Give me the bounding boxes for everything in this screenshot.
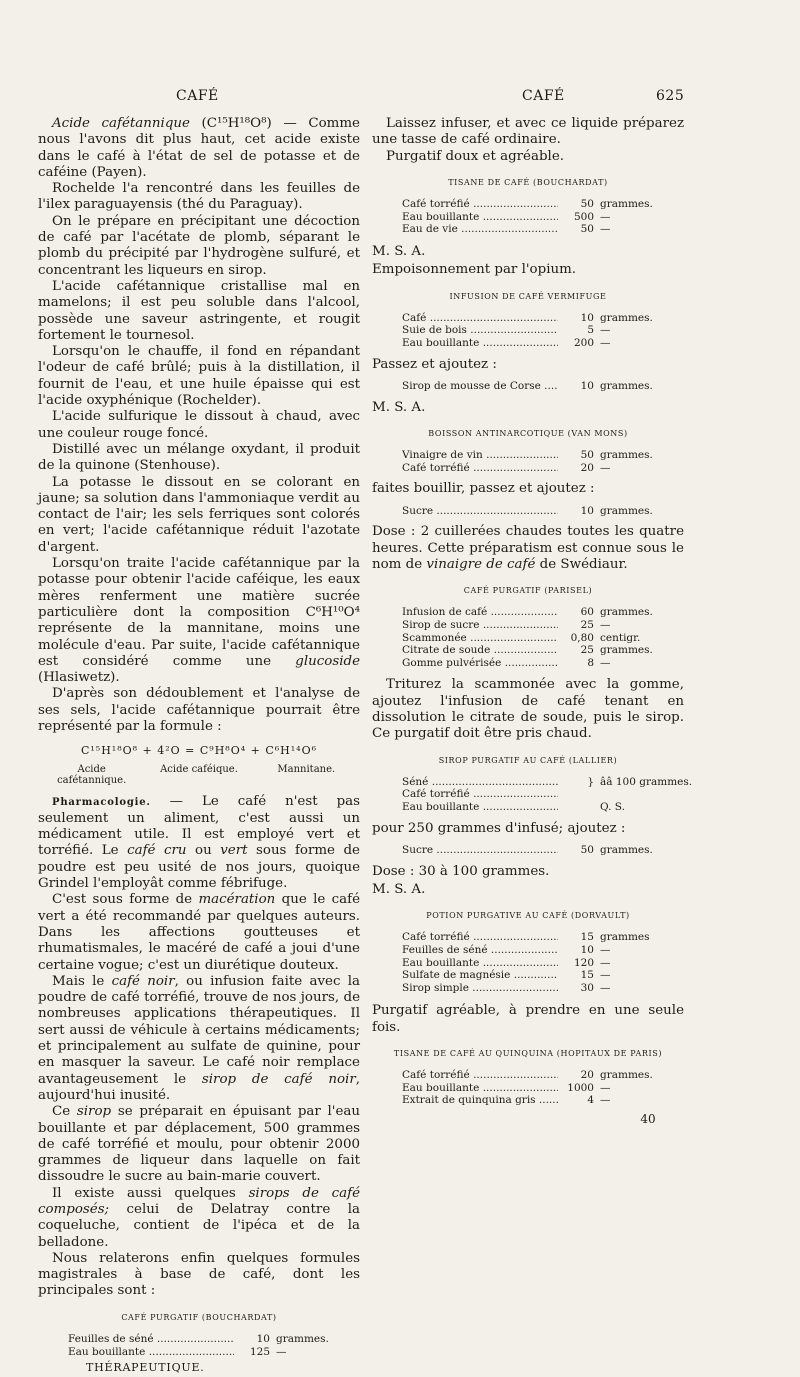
unit: — xyxy=(600,223,611,236)
emphasis: sirop de café noir xyxy=(201,1071,356,1087)
recipe-title: TISANE DE CAFÉ (BOUCHARDAT) xyxy=(448,177,608,187)
ingredient: Eau bouillante ..... xyxy=(68,1346,234,1359)
recipe-title: CAFÉ PURGATIF (PARISEL) xyxy=(463,586,593,596)
paragraph: Triturez la scammonée avec la gomme, ajoutez l'infusion de café tenant en dissolution le citrate de soude, puis le sirop. Ce purgatif doit être pris chaud. xyxy=(372,677,684,742)
text: celui de Delatray contre la coqueluche, contient de l'ipéca et de la belladone. xyxy=(38,1202,360,1250)
ingredient: Café torréfié ..... xyxy=(402,198,558,211)
ingredient: Eau bouillante ..... xyxy=(402,1082,558,1095)
catchword: THÉRAPEUTIQUE. xyxy=(86,1361,205,1375)
quantity: 4 xyxy=(587,1094,594,1107)
text: — Comme nous l'avons dit plus haut, cet acide existe dans le café à l'état de sel de potasse et de caféine (Payen). xyxy=(38,116,360,180)
quantity: 500 xyxy=(573,210,594,223)
equation-label: Acide caféique. xyxy=(160,763,238,775)
unit: grammes. xyxy=(600,449,653,462)
paragraph: Purgatif doux et agréable. xyxy=(386,148,564,164)
recipe-title: SIROP PURGATIF AU CAFÉ (LALLIER) xyxy=(438,755,618,765)
recipe-table xyxy=(402,1069,684,1107)
recipe-row xyxy=(402,657,684,670)
paragraph: L'acide cafétannique cristallise mal en mamelons; il est peu soluble dans l'alcool, possède une saveur astringente, et rougit fortement le tournesol. xyxy=(38,278,360,343)
recipe-table xyxy=(402,505,684,518)
chemical-formula: (C¹⁵H¹⁸O⁸) xyxy=(201,116,272,131)
unit: grammes. xyxy=(600,311,653,324)
unit: Q. S. xyxy=(600,801,625,814)
unit: grammes. xyxy=(600,379,653,392)
signature-mark: 40 xyxy=(640,1112,656,1127)
unit xyxy=(594,788,684,801)
paragraph xyxy=(372,524,684,573)
recipe-row xyxy=(402,449,684,462)
unit: grammes. xyxy=(600,843,653,856)
text: sous forme de poudre est peu usité de nos jours, quoique Grindel l'employât comme fébrifuge. xyxy=(38,843,360,892)
recipe-row xyxy=(402,1082,684,1095)
indication: Empoisonnement par l'opium. xyxy=(372,262,577,278)
indication: Purgatif agréable, à prendre en une seule fois. xyxy=(372,1003,684,1035)
paragraph xyxy=(38,974,360,1104)
ingredient: Scammonée ..... xyxy=(402,632,558,645)
unit: — xyxy=(600,337,611,350)
unit: — xyxy=(600,618,611,631)
emphasis: sirops de café composés; xyxy=(38,1185,360,1217)
ingredient: Sirop de sucre ..... xyxy=(402,619,558,632)
emphasis: café cru xyxy=(127,843,187,859)
page-number: 625 xyxy=(656,88,685,104)
paragraph: Lorsqu'on le chauffe, il fond en répandant l'odeur de café brûlé; puis à la distillation, il fournit de l'eau, et une huile épaisse qui est l'acide oxyphénique (Rochelder). xyxy=(38,344,360,409)
text: Lorsqu'on traite l'acide cafétannique par la potasse pour obtenir l'acide caféique, les eaux mères renferment une matière sucrée particulière dont la composition C⁶H¹⁰O⁴ représente de la mannitane, moins une molécule d'eau. Par suite, l'acide cafétannique est considéré comme une xyxy=(38,556,360,669)
recipe-table xyxy=(402,775,693,814)
brace: } xyxy=(587,775,594,788)
ingredient: Café torréfié ..... xyxy=(402,1069,558,1082)
text: — Le café n'est pas seulement un aliment, c'est aussi un médicament utile. Il est employé vert et torréfié. Le xyxy=(38,793,360,859)
emphasis: café noir xyxy=(111,973,175,989)
ingredient: Café torréfié ..... xyxy=(402,788,558,801)
ingredient: Sucre ..... xyxy=(402,844,558,857)
quantity: 25 xyxy=(580,644,594,657)
instruction: pour 250 grammes d'infusé; ajoutez : xyxy=(372,820,626,836)
emphasis: vinaigre de café xyxy=(426,556,536,572)
quantity: 10 xyxy=(580,504,594,517)
ingredient: Vinaigre de vin ..... xyxy=(402,449,558,462)
unit: — xyxy=(600,944,611,956)
quantity: 50 xyxy=(580,449,594,462)
recipe-title: TISANE DE CAFÉ AU QUINQUINA (HOPITAUX DE PARIS) xyxy=(393,1048,663,1058)
ingredient: Eau de vie ..... xyxy=(402,223,558,236)
unit: ââ 100 grammes. xyxy=(600,775,693,788)
recipe-row xyxy=(402,957,684,970)
recipe-title: INFUSION DE CAFÉ VERMIFUGE xyxy=(449,291,607,301)
equation-label: Acide cafétannique. xyxy=(57,763,127,786)
recipe-row xyxy=(402,931,684,944)
ms-a: M. S. A. xyxy=(372,399,426,415)
quantity: 8 xyxy=(587,656,594,669)
unit: centigr. xyxy=(600,631,641,644)
emphasis: glucoside xyxy=(295,653,360,669)
unit: — xyxy=(600,461,611,474)
running-header-left: CAFÉ xyxy=(176,88,219,104)
ingredient: Café torréfié ..... xyxy=(402,462,558,475)
text: Mais le xyxy=(52,973,112,989)
recipe-title: POTION PURGATIVE AU CAFÉ (DORVAULT) xyxy=(426,911,630,921)
recipe-row xyxy=(402,1094,684,1107)
quantity: 200 xyxy=(573,337,594,350)
right-column xyxy=(372,116,693,1127)
recipe-row xyxy=(402,788,684,801)
ingredient: Eau bouillante ..... xyxy=(402,211,558,224)
ms-a: M. S. A. xyxy=(372,243,426,259)
recipe-table xyxy=(402,380,684,393)
unit: — xyxy=(600,969,611,982)
recipe-row xyxy=(68,1346,360,1359)
ingredient: Sulfate de magnésie ..... xyxy=(402,969,558,982)
recipe-table xyxy=(402,606,684,669)
paragraph xyxy=(38,1104,360,1185)
quantity: 0,80 xyxy=(570,631,594,644)
ingredient: Sirop de mousse de Corse ..... xyxy=(402,380,558,393)
quantity: 10 xyxy=(256,1333,270,1346)
recipe-row xyxy=(402,198,684,211)
recipe-row xyxy=(402,775,693,789)
quantity: 125 xyxy=(249,1345,270,1358)
paragraph: Laissez infuser, et avec ce liquide préparez une tasse de café ordinaire. xyxy=(372,116,684,148)
unit: — xyxy=(600,956,611,969)
paragraph xyxy=(38,794,360,893)
text: C'est sous forme de xyxy=(52,892,199,908)
left-column xyxy=(38,116,360,1377)
quantity: 50 xyxy=(580,223,594,236)
unit: grammes. xyxy=(600,504,653,517)
unit: grammes. xyxy=(600,606,653,619)
text: , aujourd'hui inusité. xyxy=(38,1071,360,1103)
ingredient: Gomme pulvérisée ..... xyxy=(402,657,558,670)
recipe-row xyxy=(402,312,684,325)
section-heading: Pharmacologie. xyxy=(52,796,151,808)
ingredient: Café ..... xyxy=(402,312,558,325)
quantity xyxy=(558,801,594,814)
quantity: 10 xyxy=(580,379,594,392)
recipe-row xyxy=(402,644,684,657)
text: Ce xyxy=(52,1104,77,1120)
recipe-title: BOISSON ANTINARCOTIQUE (VAN MONS) xyxy=(428,428,628,438)
text: Il existe aussi quelques xyxy=(52,1185,249,1201)
unit: — xyxy=(600,656,611,669)
equation-labels xyxy=(38,764,360,786)
ingredient: Eau bouillante ..... xyxy=(402,801,558,814)
quantity: 15 xyxy=(580,931,594,944)
recipe-row xyxy=(402,844,684,857)
text: de Swédiaur. xyxy=(535,556,628,572)
ingredient: Extrait de quinquina gris ..... xyxy=(402,1094,558,1107)
text: Dose : 2 cuillerées chaudes toutes les quatre heures. Cette préparatism est connue sous le nom de xyxy=(372,524,684,572)
ingredient: Eau bouillante ..... xyxy=(402,337,558,350)
unit: — xyxy=(600,1081,611,1094)
unit: grammes. xyxy=(600,1069,653,1082)
unit: grammes. xyxy=(600,198,653,211)
recipe-row xyxy=(402,223,684,236)
recipe-row xyxy=(402,462,684,475)
quantity: 5 xyxy=(587,324,594,337)
recipe-row xyxy=(402,1069,684,1082)
unit: — xyxy=(600,210,611,223)
recipe-row xyxy=(402,211,684,224)
quantity: 1000 xyxy=(567,1081,594,1094)
ingredient: Sucre ..... xyxy=(402,505,558,518)
recipe-table xyxy=(402,312,684,350)
text: ou xyxy=(186,843,221,859)
recipe-row xyxy=(68,1333,360,1346)
recipe-row xyxy=(402,969,684,982)
recipe-row xyxy=(402,324,684,337)
equation-label: Mannitane. xyxy=(277,763,336,775)
ingredient: Citrate de soude ..... xyxy=(402,644,558,657)
paragraph xyxy=(38,556,360,686)
ingredient: Feuilles de séné ..... xyxy=(68,1333,234,1346)
text: , ou infusion faite avec la poudre de café torréfié, trouve de nos jours, de nombreuses applications thérapeutiques. Il sert aussi de véhicule à certains médicaments; et principalement au sulfate de quinine, pour en masquer la saveur. Le café noir remplace avantageusement le xyxy=(38,973,360,1087)
ingredient: Café torréfié ..... xyxy=(402,931,558,944)
paragraph: On le prépare en précipitant une décoction de café par l'acétate de plomb, séparant le plomb du précipité par l'hydrogène sulfuré, et concentrant les liqueurs en sirop. xyxy=(38,213,360,278)
recipe-row xyxy=(402,380,684,393)
ingredient: Sirop simple ..... xyxy=(402,982,558,995)
recipe-table xyxy=(402,449,684,474)
chemical-equation xyxy=(38,743,360,785)
unit: grammes xyxy=(600,931,650,944)
quantity xyxy=(558,788,594,801)
recipe-table xyxy=(402,198,684,236)
quantity: 10 xyxy=(580,944,594,956)
quantity: 10 xyxy=(580,311,594,324)
unit: grammes. xyxy=(276,1333,329,1346)
quantity: 120 xyxy=(573,956,594,969)
instruction: faites bouillir, passez et ajoutez : xyxy=(372,481,595,497)
text: se préparait en épuisant par l'eau bouillante et par déplacement, 500 grammes de café torréfié et moulu, pour obtenir 2000 grammes de liqueur dans laquelle on fait dissoudre le sucre au bain-marie couvert. xyxy=(38,1104,360,1185)
paragraph xyxy=(38,892,360,973)
unit: grammes. xyxy=(600,644,653,657)
recipe-row xyxy=(402,801,684,814)
quantity: 25 xyxy=(580,618,594,631)
paragraph: L'acide sulfurique le dissout à chaud, avec une couleur rouge foncé. xyxy=(38,409,360,441)
running-header-right: CAFÉ xyxy=(522,88,565,104)
text: que le café vert a été recommandé par quelques auteurs. Dans les affections goutteuses et rhumatismales, le macéré de café a joui d'une certaine vogue; c'est un diurétique douteux. xyxy=(38,892,360,973)
quantity: 20 xyxy=(580,461,594,474)
quantity: 50 xyxy=(580,198,594,211)
dose: Dose : 30 à 100 grammes. xyxy=(372,863,550,879)
ingredient: Eau bouillante ..... xyxy=(402,957,558,970)
recipe-row xyxy=(402,944,684,957)
equation-line: C¹⁵H¹⁸O⁸ + 4²O = C⁹H⁸O⁴ + C⁶H¹⁴O⁶ xyxy=(80,744,318,758)
quantity: 60 xyxy=(580,606,594,619)
emphasis: vert xyxy=(220,843,248,859)
recipe-row xyxy=(402,606,684,619)
paragraph xyxy=(38,1186,360,1251)
recipe-table xyxy=(68,1333,360,1358)
unit: — xyxy=(600,324,611,337)
ms-a: M. S. A. xyxy=(372,881,426,897)
unit: — xyxy=(600,981,611,994)
term: Acide cafétannique xyxy=(52,116,190,131)
recipe-row xyxy=(402,505,684,518)
paragraph: Distillé avec un mélange oxydant, il produit de la quinone (Stenhouse). xyxy=(38,441,360,474)
recipe-row xyxy=(402,619,684,632)
recipe-title: CAFÉ PURGATIF (BOUCHARDAT) xyxy=(121,1312,277,1322)
quantity: 20 xyxy=(580,1069,594,1082)
text: (Hlasiwetz). xyxy=(38,670,120,686)
emphasis: macération xyxy=(198,892,276,908)
recipe-row xyxy=(402,982,684,995)
quantity: 30 xyxy=(580,981,594,994)
ingredient: Feuilles de séné ..... xyxy=(402,944,558,957)
recipe-table xyxy=(402,931,684,994)
recipe-row xyxy=(402,632,684,645)
ingredient: Séné ..... xyxy=(402,776,558,789)
paragraph: Rochelde l'a rencontré dans les feuilles de l'ilex paraguayensis (thé du Paraguay). xyxy=(38,181,360,213)
instruction: Passez et ajoutez : xyxy=(372,356,497,372)
recipe-table xyxy=(402,844,684,857)
emphasis: sirop xyxy=(76,1104,112,1120)
paragraph: Nous relaterons enfin quelques formules magistrales à base de café, dont les principales sont : xyxy=(38,1250,360,1299)
paragraph xyxy=(38,116,360,181)
recipe-row xyxy=(402,337,684,350)
quantity: 50 xyxy=(580,843,594,856)
paragraph: D'après son dédoublement et l'analyse de ses sels, l'acide cafétannique pourrait être représenté par la formule : xyxy=(38,686,360,734)
ingredient: Infusion de café ..... xyxy=(402,606,558,619)
quantity: 15 xyxy=(580,969,594,982)
paragraph: La potasse le dissout en se colorant en jaune; sa solution dans l'ammoniaque verdit au contact de l'air; les sels ferriques sont colorés en vert; l'acide cafétannique réduit l'azotate d'argent. xyxy=(38,474,360,555)
ingredient: Suie de bois ..... xyxy=(402,324,558,337)
unit: — xyxy=(276,1345,287,1358)
unit: — xyxy=(600,1094,611,1107)
